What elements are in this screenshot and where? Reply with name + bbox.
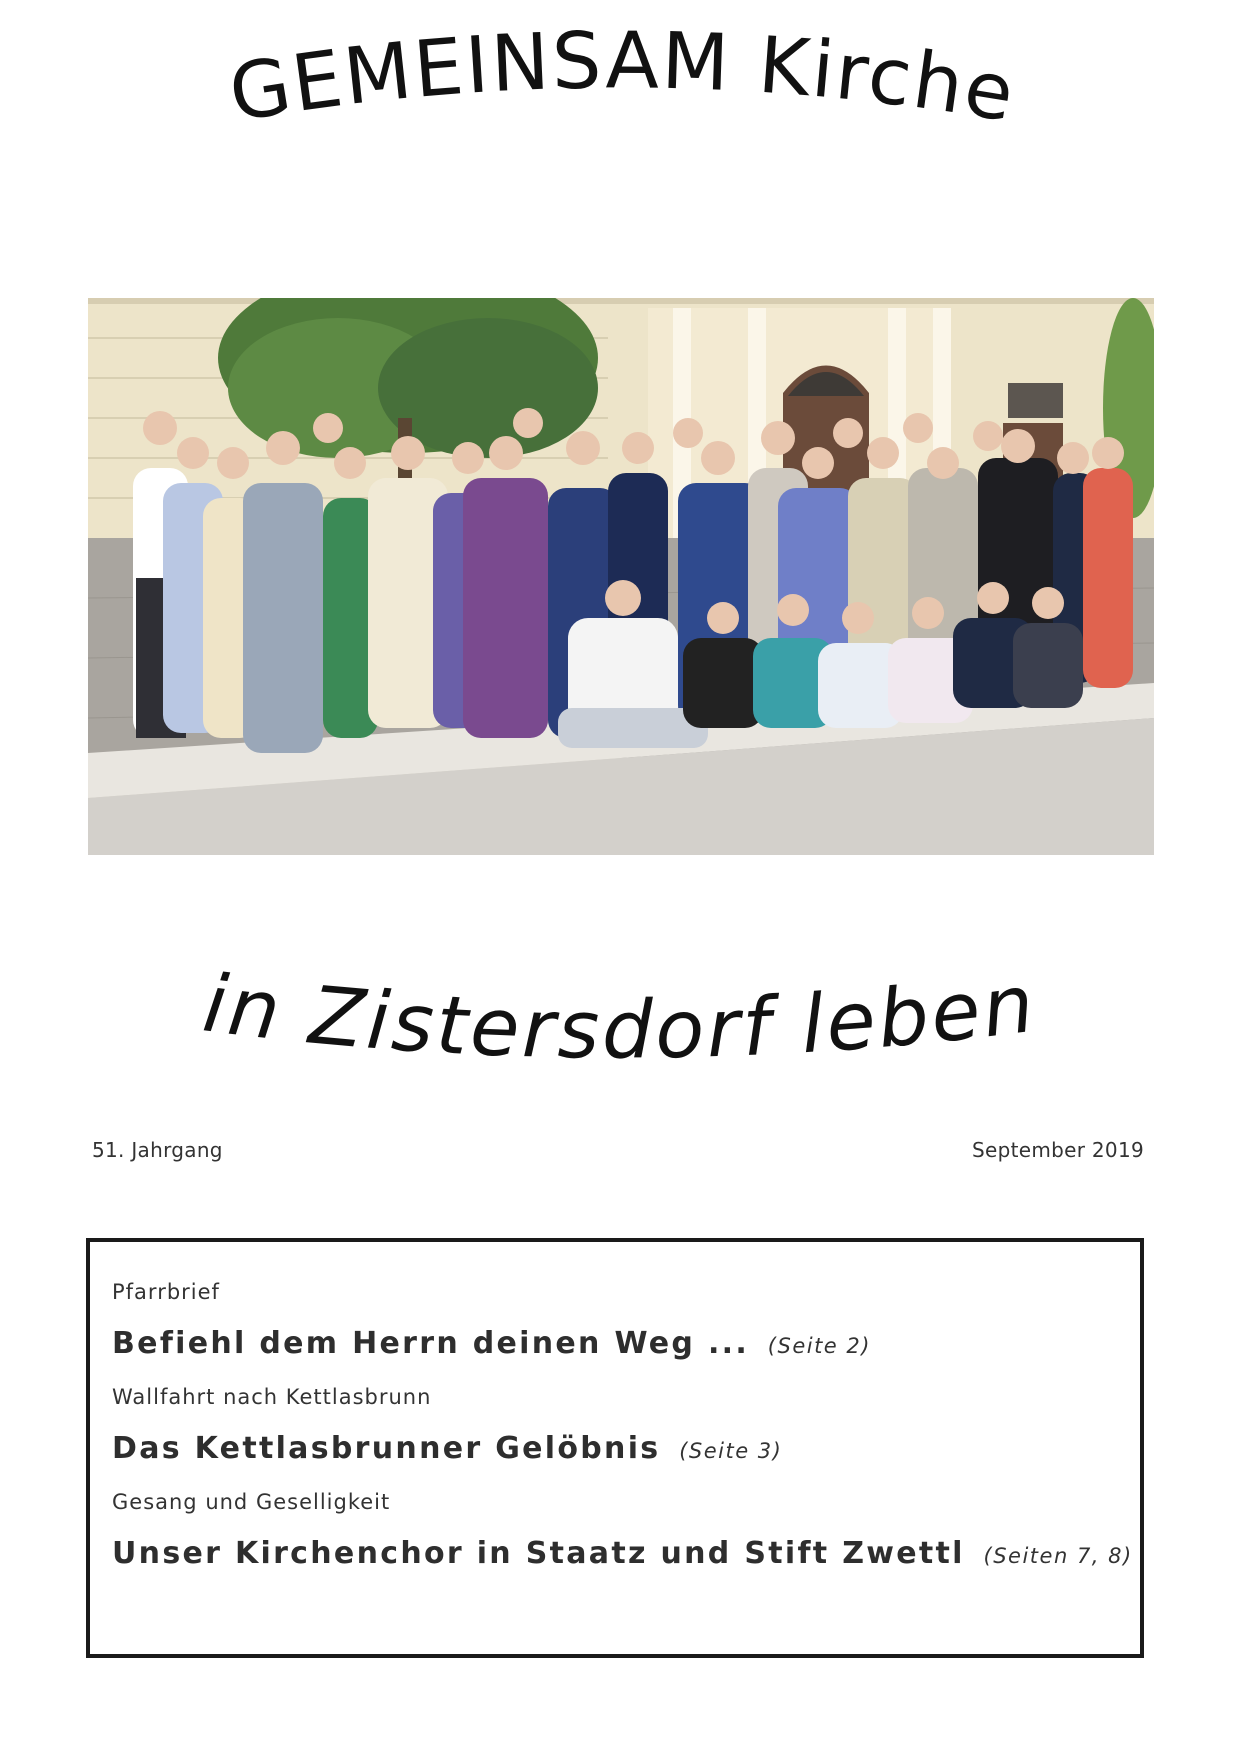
group-photo-illustration bbox=[88, 298, 1154, 855]
contents-box bbox=[86, 1238, 1144, 1658]
toc-headline bbox=[112, 1431, 1116, 1466]
masthead-title-bottom-text bbox=[198, 957, 1041, 1077]
toc-kicker: Gesang und Geselligkeit bbox=[112, 1490, 391, 1514]
masthead-title-bottom-path: in Zistersdorf leben bbox=[198, 956, 1042, 1077]
toc-headline bbox=[112, 1536, 1133, 1571]
toc-entry bbox=[112, 1490, 1133, 1571]
toc-headline-text: Das Kettlasbrunner Gelöbnis bbox=[112, 1431, 661, 1466]
toc-entry bbox=[112, 1280, 1116, 1361]
toc-page-reference: (Seite 3) bbox=[679, 1439, 783, 1463]
toc-headline-text: Befiehl dem Herrn deinen Weg ... bbox=[112, 1326, 750, 1361]
toc-page-reference: (Seite 2) bbox=[767, 1334, 871, 1358]
toc-page-reference: (Seiten 7, 8) bbox=[983, 1544, 1133, 1568]
masthead-title-top-path: GEMEINSAM Kirche bbox=[223, 16, 1022, 141]
volume-label: 51. Jahrgang bbox=[92, 1138, 223, 1162]
toc-entry bbox=[112, 1385, 1116, 1466]
masthead-title-top-text bbox=[223, 16, 1021, 140]
toc-headline bbox=[112, 1326, 1116, 1361]
toc-kicker: Wallfahrt nach Kettlasbrunn bbox=[112, 1385, 432, 1409]
issue-date: September 2019 bbox=[971, 1138, 1144, 1162]
cover-photo bbox=[88, 298, 1154, 855]
masthead-title-bottom bbox=[0, 956, 1240, 1130]
toc-kicker: Pfarrbrief bbox=[112, 1280, 220, 1304]
masthead-title-top bbox=[0, 0, 1240, 240]
toc-headline-text: Unser Kirchenchor in Staatz und Stift Zwettl bbox=[112, 1536, 965, 1571]
